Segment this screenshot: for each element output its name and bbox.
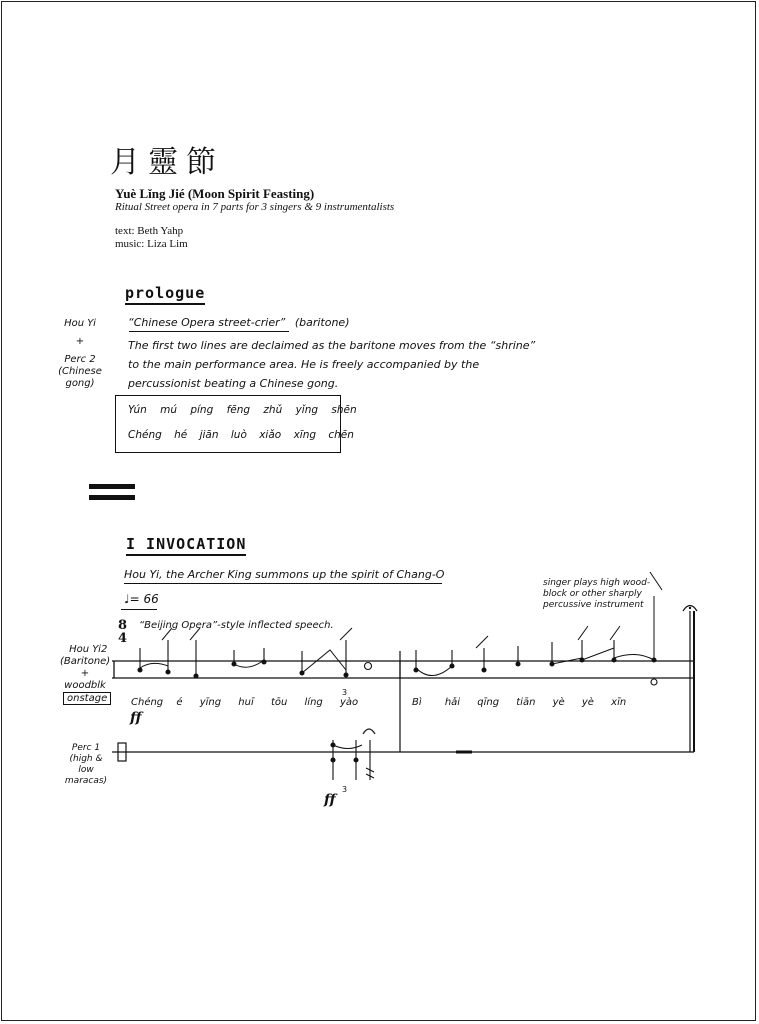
syllable: Yún: [128, 404, 147, 416]
tempo-value: = 66: [129, 592, 159, 606]
syllable: mú: [160, 404, 177, 416]
staff-label-line: (Baritone): [60, 656, 111, 667]
music-credit: music: Liza Lim: [115, 238, 188, 250]
work-title: Yuè Lǐng Jié (Moon Spirit Feasting): [115, 186, 315, 201]
margin-line: Perc 2: [64, 354, 96, 365]
staff-label-line: low: [78, 765, 94, 775]
text-credit: text: Beth Yahp: [115, 225, 184, 237]
lyric: Chéng: [131, 697, 164, 708]
bar1-slurs: [140, 628, 352, 673]
tuplet-3-bar1: 3: [342, 688, 348, 697]
invocation-subheading: Hou Yi, the Archer King summons up the spirit of Chang-O: [124, 568, 445, 581]
prologue-heading: prologue: [125, 284, 205, 305]
fermata-dot: [689, 607, 691, 609]
syllable: xīng: [293, 429, 317, 441]
margin-line: gong): [65, 378, 95, 389]
syllable: píng: [190, 404, 214, 416]
tuplet-3: 3: [342, 785, 348, 794]
dynamic-perc: ff: [324, 792, 336, 808]
perc-notes: [331, 740, 374, 780]
dynamic-bar1: ff: [130, 710, 142, 726]
lyric: Bì: [412, 697, 422, 708]
performer-note-line: percussive instrument: [543, 600, 644, 610]
staff-label-line: +: [80, 668, 90, 679]
staff1-measure-number: 2: [101, 644, 108, 655]
quarter-note-icon: ♩: [124, 592, 130, 606]
syllable: hé: [174, 429, 188, 441]
role-voice: (baritone): [294, 316, 350, 329]
syllable: xiǎo: [259, 429, 282, 441]
lyric: tiān: [516, 697, 536, 708]
syllable: luò: [230, 429, 247, 441]
bar1-notes: [138, 640, 372, 678]
staff-label-line: (high &: [69, 754, 103, 764]
margin-line: (Chinese: [58, 366, 102, 377]
role-name: “Chinese Opera street-crier”: [128, 316, 286, 329]
performer-note-line: block or other sharply: [543, 589, 642, 599]
margin-line: Hou Yi: [64, 318, 96, 329]
syllable: fēng: [226, 404, 251, 416]
syllable: zhǔ: [263, 404, 283, 416]
syllable: Chéng: [128, 429, 162, 441]
work-subtitle: Ritual Street opera in 7 parts for 3 singers & 9 instrumentalists: [115, 201, 395, 213]
lyric: tōu: [270, 697, 288, 708]
description-line: The first two lines are declaimed as the baritone moves from the “shrine”: [128, 339, 536, 352]
staff-label-line: woodblk: [64, 680, 106, 691]
lyric: líng: [304, 697, 323, 708]
lyric: yè: [581, 697, 594, 708]
staff-label-line: maracas): [64, 776, 108, 786]
time-sig-bottom: 4: [118, 631, 128, 646]
staff-label-line: Perc 1: [71, 743, 101, 753]
syllable: yǐng: [295, 404, 319, 416]
lyrics-bar1: [131, 697, 358, 708]
chinese-title: 月靈節: [110, 145, 224, 180]
syllable: shēn: [331, 404, 357, 416]
lyric: yīng: [199, 697, 222, 708]
syllable: jiān: [199, 429, 219, 441]
fermata-icon: [363, 729, 375, 734]
lyric: yào: [339, 697, 359, 708]
syllable: chēn: [328, 429, 354, 441]
margin-line: +: [75, 336, 85, 347]
lyric: yè: [552, 697, 565, 708]
style-note: “Beijing Opera”-style inflected speech.: [139, 620, 334, 631]
bar2-slurs: [416, 572, 662, 676]
staff-label-line: Hou Yi: [69, 644, 101, 655]
performer-note-line: singer plays high wood-: [543, 578, 651, 588]
lyric: hǎi: [444, 697, 461, 708]
description-line: to the main performance area. He is freely accompanied by the: [128, 358, 480, 371]
lyric: é: [176, 697, 183, 708]
onstage-label: onstage: [63, 692, 111, 705]
invocation-heading: I INVOCATION: [126, 535, 246, 556]
time-sig-top: 8: [118, 618, 128, 633]
lyric: xīn: [611, 697, 627, 708]
lyric: huī: [238, 697, 254, 708]
description-line: percussionist beating a Chinese gong.: [128, 377, 339, 390]
lyric: qīng: [477, 697, 500, 708]
lyrics-bar2: [412, 697, 626, 708]
